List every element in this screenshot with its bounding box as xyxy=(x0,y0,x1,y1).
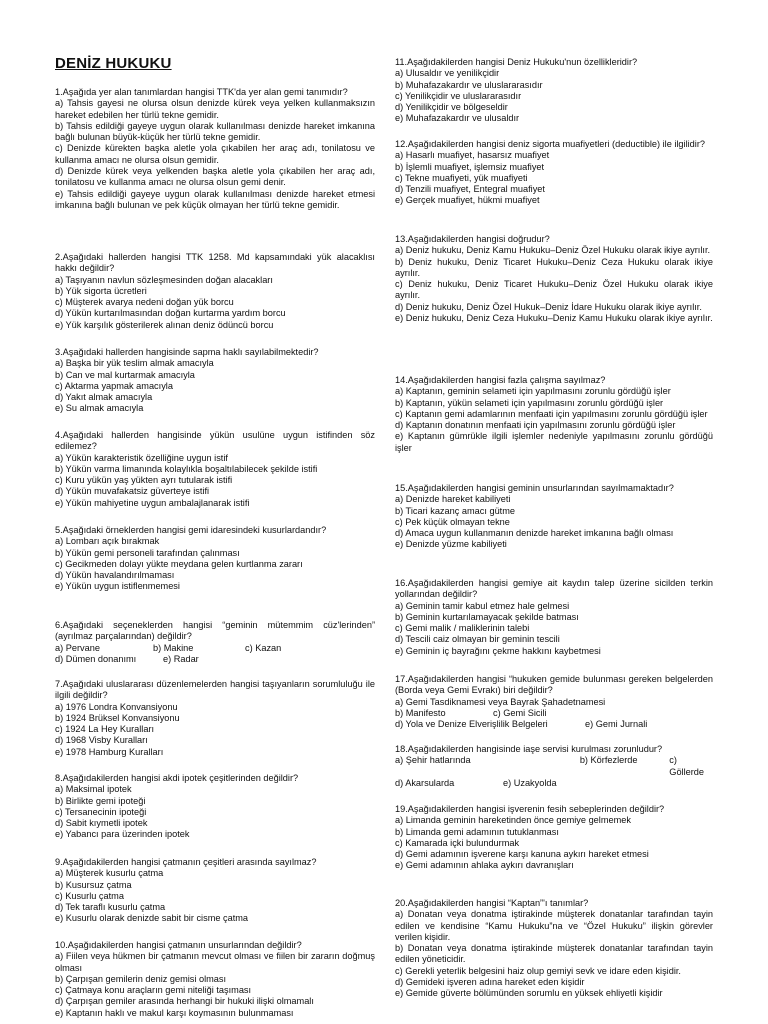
answer-option: c) Kusurlu çatma xyxy=(55,890,124,901)
answer-option: c) Tekne muafiyeti, yük muafiyeti xyxy=(395,172,528,183)
question-block xyxy=(395,804,713,872)
answer-option: a) Müşterek kusurlu çatma xyxy=(55,868,164,879)
answer-option: c) Kaptanın gemi adamlarının menfaati için yapılmasını zorunlu gördüğü işler xyxy=(395,408,708,419)
question-block xyxy=(55,430,375,509)
question-block xyxy=(395,234,713,324)
answer-option-row xyxy=(55,643,375,654)
answer-option: c) Kamarada içki bulundurmak xyxy=(395,837,520,848)
answer-option: e) Kaptanın gümrükle ilgili işlemler nedeniyle yapılmasını zorunlu gördüğü işler xyxy=(395,431,713,453)
answer-option: d) Yenilikçidir ve bölgeseldir xyxy=(395,102,508,113)
question-stem: 1.Aşağıda yer alan tanımlardan hangisi TTK'da yer alan gemi tanımıdır? xyxy=(55,87,348,97)
answer-option: e) Gemi adamının ahlaka aykırı davranışları xyxy=(395,860,574,871)
answer-option: e) Uzakyolda xyxy=(503,777,557,788)
question-stem: 6.Aşağıdaki seçeneklerden hangisi “geminin mütemmim cüz'lerinden” (ayrılmaz parçalarından) değildir? xyxy=(55,620,375,642)
answer-option: e) Radar xyxy=(163,653,199,664)
question-block xyxy=(55,857,375,925)
question-block xyxy=(55,620,375,665)
answer-option: a) Fiilen veya hükmen bir çatmanın mevcut olması ve fiilen bir zararın doğmuş olması xyxy=(55,951,375,973)
answer-option: a) Pervane xyxy=(55,642,100,653)
question-stem: 17.Aşağıdakilerden hangisi “hukuken gemide bulunması gereken belgelerden (Borda veya Gemi Evrakı) biri değildir? xyxy=(395,674,713,696)
answer-option: e) Gemi Jurnali xyxy=(585,719,648,730)
answer-option: c) Yenilikçidir ve uluslararasıdır xyxy=(395,90,522,101)
answer-option: d) Tenzili muafiyet, Entegral muafiyet xyxy=(395,184,545,195)
question-stem: 9.Aşağıdakilerden hangisi çatmanın çeşitleri arasında sayılmaz? xyxy=(55,857,317,867)
question-stem: 12.Aşağıdakilerden hangisi deniz sigorta muafiyetleri (deductible) ile ilgilidir? xyxy=(395,139,705,149)
answer-option: c) Gemi malik / maliklerinin talebi xyxy=(395,623,530,634)
question-block xyxy=(55,347,375,415)
answer-option: a) Denizde hareket kabiliyeti xyxy=(395,494,511,505)
answer-option: a) Geminin tamir kabul etmez hale gelmesi xyxy=(395,600,570,611)
question-stem: 14.Aşağıdakilerden hangisi fazla çalışma sayılmaz? xyxy=(395,375,606,385)
question-stem: 18.Aşağıdakilerden hangisinde iaşe servisi kurulması zorunludur? xyxy=(395,744,663,754)
answer-option: a) Taşıyanın navlun sözleşmesinden doğan alacakları xyxy=(55,274,273,285)
answer-option: a) Donatan veya donatma iştirakinde müşterek donatanlar tarafından tayin edilen ve kendisine “Kamu Hukuku”na ve “Özel Hukuku” ilişkin görevler verilen kişidir. xyxy=(395,909,713,942)
answer-option: d) Deniz hukuku, Deniz Özel Hukuk–Deniz İdare Hukuku olarak ikiye ayrılır. xyxy=(395,301,702,312)
answer-option: a) Hasarlı muafiyet, hasarsız muafiyet xyxy=(395,150,550,161)
answer-option: b) Ticari kazanç amacı gütme xyxy=(395,505,515,516)
answer-option: e) Yük karşılık gösterilerek alınan deniz ödüncü borcu xyxy=(55,319,274,330)
question-block xyxy=(395,898,713,1000)
question-stem: 16.Aşağıdakilerden hangisi gemiye ait kaydın talep üzerine sicilden terkin yollarından değildir? xyxy=(395,578,713,600)
answer-option: a) Tahsis gayesi ne olursa olsun denizde kürek veya yelken kullanmaksızın hareket edebilen her türlü tekne gemidir. xyxy=(55,98,375,120)
question-stem: 19.Aşağıdakilerden hangisi işverenin fesih sebeplerinden değildir? xyxy=(395,804,665,814)
answer-option: b) Muhafazakardır ve uluslararasıdır xyxy=(395,79,543,90)
answer-option: a) Limanda geminin hareketinden önce gemiye gelmemek xyxy=(395,815,631,826)
answer-option: e) Gemide güverte bölümünden sorumlu en yüksek ehliyetli kişidir xyxy=(395,988,663,999)
answer-option: b) İşlemli muafiyet, işlemsiz muafiyet xyxy=(395,161,545,172)
question-stem: 20.Aşağıdakilerden hangisi “Kaptan”'ı tanımlar? xyxy=(395,898,589,908)
answer-option: b) Makine xyxy=(153,642,194,653)
answer-option: a) Ulusaldır ve yenilikçidir xyxy=(395,68,500,79)
question-block xyxy=(55,525,375,593)
answer-option: b) Körfezlerde xyxy=(579,755,638,766)
answer-option: a) Gemi Tasdiknamesi veya Bayrak Şahadetnamesi xyxy=(395,696,606,707)
answer-option: b) Yükün gemi personeli tarafından çalınması xyxy=(55,547,240,558)
question-block xyxy=(55,87,375,211)
answer-option: e) Yükün mahiyetine uygun ambalajlanarak istifi xyxy=(55,497,250,508)
question-block xyxy=(395,57,713,125)
answer-option: d) Çarpışan gemiler arasında herhangi bir hukuki ilişki olmamalı xyxy=(55,996,314,1007)
question-block xyxy=(395,578,713,657)
answer-option: b) Donatan veya donatma iştirakinde müşterek donatanlar tarafından tayin edilen yöneticidir. xyxy=(395,943,713,965)
answer-option: e) Gerçek muafiyet, hükmi muafiyet xyxy=(395,195,540,206)
answer-option: c) Gerekli yeterlik belgesini haiz olup gemiyi sevk ve idare eden kişidir. xyxy=(395,965,681,976)
answer-option: a) Şehir hatlarında xyxy=(395,755,471,766)
answer-option: d) Gemi adamının işverene karşı kanuna aykırı hareket etmesi xyxy=(395,849,649,860)
question-block xyxy=(55,679,375,758)
answer-option-row xyxy=(395,719,713,730)
answer-option: b) Yükün varma limanında kolaylıkla boşaltılabilecek şekilde istifi xyxy=(55,463,318,474)
answer-option: d) Gemideki işveren adına hareket eden kişidir xyxy=(395,977,585,988)
answer-option: b) Can ve mal kurtarmak amacıyla xyxy=(55,369,195,380)
answer-option: e) Yabancı para üzerinden ipotek xyxy=(55,829,190,840)
answer-option: d) Dümen donanımı xyxy=(55,653,137,664)
question-stem: 5.Aşağıdaki örneklerden hangisi gemi idaresindeki kusurlardandır? xyxy=(55,525,327,535)
answer-option: b) Çarpışan gemilerin deniz gemisi olması xyxy=(55,973,227,984)
answer-option: c) Aktarma yapmak amacıyla xyxy=(55,380,173,391)
question-stem: 3.Aşağıdaki hallerden hangisinde sapma haklı sayılabilmektedir? xyxy=(55,347,319,357)
answer-option: c) Çatmaya konu araçların gemi niteliği taşıması xyxy=(55,985,252,996)
answer-option: b) Kaptanın, yükün selameti için yapılmasını zorunlu gördüğü işler xyxy=(395,397,664,408)
answer-option: d) Denizde kürek veya yelkenden başka aletle yola çıkabilen her araç adı, tonilatosu ve kullanma amacı ne olursa olsun gemi denir. xyxy=(55,166,375,188)
question-block xyxy=(395,674,713,730)
question-block xyxy=(55,773,375,841)
answer-option: a) Başka bir yük teslim almak amacıyla xyxy=(55,358,214,369)
answer-option: b) Geminin kurtarılamayacak şekilde batması xyxy=(395,611,579,622)
answer-option: b) 1924 Brüksel Konvansiyonu xyxy=(55,712,180,723)
question-stem: 8.Aşağıdakilerden hangisi akdi ipotek çeşitlerinden değildir? xyxy=(55,773,299,783)
answer-option-row xyxy=(395,755,713,778)
answer-option: c) Kazan xyxy=(245,642,282,653)
answer-option: e) Kaptanın haklı ve makul karşı koymasının bulunmaması xyxy=(55,1007,294,1018)
question-block xyxy=(55,252,375,331)
answer-option-row xyxy=(395,778,713,789)
question-stem: 15.Aşağıdakilerden hangisi geminin unsurlarından sayılmamaktadır? xyxy=(395,483,674,493)
answer-option-row xyxy=(395,708,713,719)
answer-option: b) Tahsis edildiği gayeye uygun olarak kullanılması denizde hareket imkanına bağlı bulunan büyük-küçük her türlü tekne gemidir. xyxy=(55,120,375,143)
answer-option: b) Yük sigorta ücretleri xyxy=(55,285,147,296)
answer-option: c) Müşterek avarya nedeni doğan yük borcu xyxy=(55,297,234,308)
question-stem: 10.Aşağıdakilerden hangisi çatmanın unsurlarından değildir? xyxy=(55,940,302,950)
answer-option: d) Yükün kurtarılmasından doğan kurtarma yardım borcu xyxy=(55,308,286,319)
answer-option: d) Yükün muvafakatsiz güverteye istifi xyxy=(55,486,210,497)
answer-option: d) Tek taraflı kusurlu çatma xyxy=(55,902,166,913)
answer-option: b) Birlikte gemi ipoteği xyxy=(55,795,146,806)
answer-option: e) Denizde yüzme kabiliyeti xyxy=(395,539,507,550)
answer-option: d) Sabit kıymetli ipotek xyxy=(55,818,148,829)
answer-option: e) Tahsis edildiği gayeye uygun olarak kullanılması denizde hareket etmesi imkanına bağlı bulunan ve pek küçük olmayan her türlü tekne gemidir. xyxy=(55,188,375,210)
question-stem: 4.Aşağıdaki hallerden hangisinde yükün usulüne uygun istifinden söz edilemez? xyxy=(55,430,375,452)
answer-option: d) Akarsularda xyxy=(395,777,455,788)
answer-option: c) Gemi Sicili xyxy=(493,707,547,718)
answer-option: c) Gecikmeden dolayı yükte meydana gelen kurtlanma zararı xyxy=(55,558,303,569)
answer-option-row xyxy=(55,654,375,665)
answer-option: c) Tersanecinin ipoteği xyxy=(55,806,147,817)
answer-option: a) Yükün karakteristik özelliğine uygun istif xyxy=(55,452,228,463)
answer-option: a) Deniz hukuku, Deniz Kamu Hukuku–Deniz Özel Hukuku olarak ikiye ayrılır. xyxy=(395,245,711,256)
answer-option: e) Su almak amacıyla xyxy=(55,403,144,414)
answer-option: b) Kusursuz çatma xyxy=(55,879,132,890)
answer-option: c) 1924 La Hey Kuralları xyxy=(55,724,155,735)
answer-option: d) 1968 Visby Kuralları xyxy=(55,735,148,746)
document-title: DENİZ HUKUKU xyxy=(55,55,172,72)
answer-option: c) Denizde kürekten başka aletle yola çıkabilen her araç adı, tonilatosu ve kullanma amacı ne olursa olsun gemidir. xyxy=(55,143,375,165)
question-stem: 2.Aşağıdaki hallerden hangisi TTK 1258. Md kapsamındaki yük alacaklısı hakkı değildir? xyxy=(55,252,375,274)
answer-option: c) Kuru yükün yaş yükten ayrı tutularak istifi xyxy=(55,475,233,486)
question-block xyxy=(395,744,713,789)
answer-option: b) Limanda gemi adamının tutuklanması xyxy=(395,826,559,837)
question-stem: 11.Aşağıdakilerden hangisi Deniz Hukuku'nun özellikleridir? xyxy=(395,57,638,67)
question-block xyxy=(395,139,713,207)
question-stem: 7.Aşağıdaki uluslararası düzenlemelerden hangisi taşıyanların sorumluluğu ile ilgili değildir? xyxy=(55,679,375,701)
answer-option: a) Maksimal ipotek xyxy=(55,784,132,795)
question-block xyxy=(395,483,713,551)
answer-option: e) Muhafazakardır ve ulusaldır xyxy=(395,113,520,124)
answer-option: d) Yakıt almak amacıyla xyxy=(55,392,153,403)
answer-option: a) Kaptanın, geminin selameti için yapılmasını zorunlu gördüğü işler xyxy=(395,386,671,397)
answer-option: e) Yükün uygun istiflenmemesi xyxy=(55,581,180,592)
answer-option: d) Kaptanın donatının menfaati için yapılmasını zorunlu gördüğü işler xyxy=(395,420,676,431)
answer-option: e) 1978 Hamburg Kuralları xyxy=(55,746,164,757)
answer-option: c) Deniz hukuku, Deniz Ticaret Hukuku–Deniz Özel Hukuku olarak ikiye ayrılır. xyxy=(395,279,713,301)
answer-option: e) Geminin iç bayrağını çekme hakkını kaybetmesi xyxy=(395,645,601,656)
answer-option: a) Lombarı açık bırakmak xyxy=(55,536,160,547)
answer-option: e) Kusurlu olarak denizde sabit bir cisme çatma xyxy=(55,913,249,924)
answer-option: d) Tescili caiz olmayan bir geminin tescili xyxy=(395,634,560,645)
question-block xyxy=(55,940,375,1019)
answer-option: d) Yola ve Denize Elverişlilik Belgeleri xyxy=(395,719,548,730)
answer-option: c) Göllerde xyxy=(669,755,705,777)
answer-option: d) Amaca uygun kullanmanın denizde hareket imkanına bağlı olması xyxy=(395,528,674,539)
answer-option: b) Manifesto xyxy=(395,707,446,718)
answer-option: e) Deniz hukuku, Deniz Ceza Hukuku–Deniz Kamu Hukuku olarak ikiye ayrılır. xyxy=(395,313,713,324)
answer-option: b) Deniz hukuku, Deniz Ticaret Hukuku–Deniz Ceza Hukuku olarak ikiye ayrılır. xyxy=(395,256,713,278)
question-block xyxy=(395,375,713,454)
question-stem: 13.Aşağıdakilerden hangisi doğrudur? xyxy=(395,234,550,244)
answer-option: d) Yükün havalandırılmaması xyxy=(55,570,175,581)
answer-option: a) 1976 Londra Konvansiyonu xyxy=(55,701,178,712)
answer-option: c) Pek küçük olmayan tekne xyxy=(395,516,510,527)
